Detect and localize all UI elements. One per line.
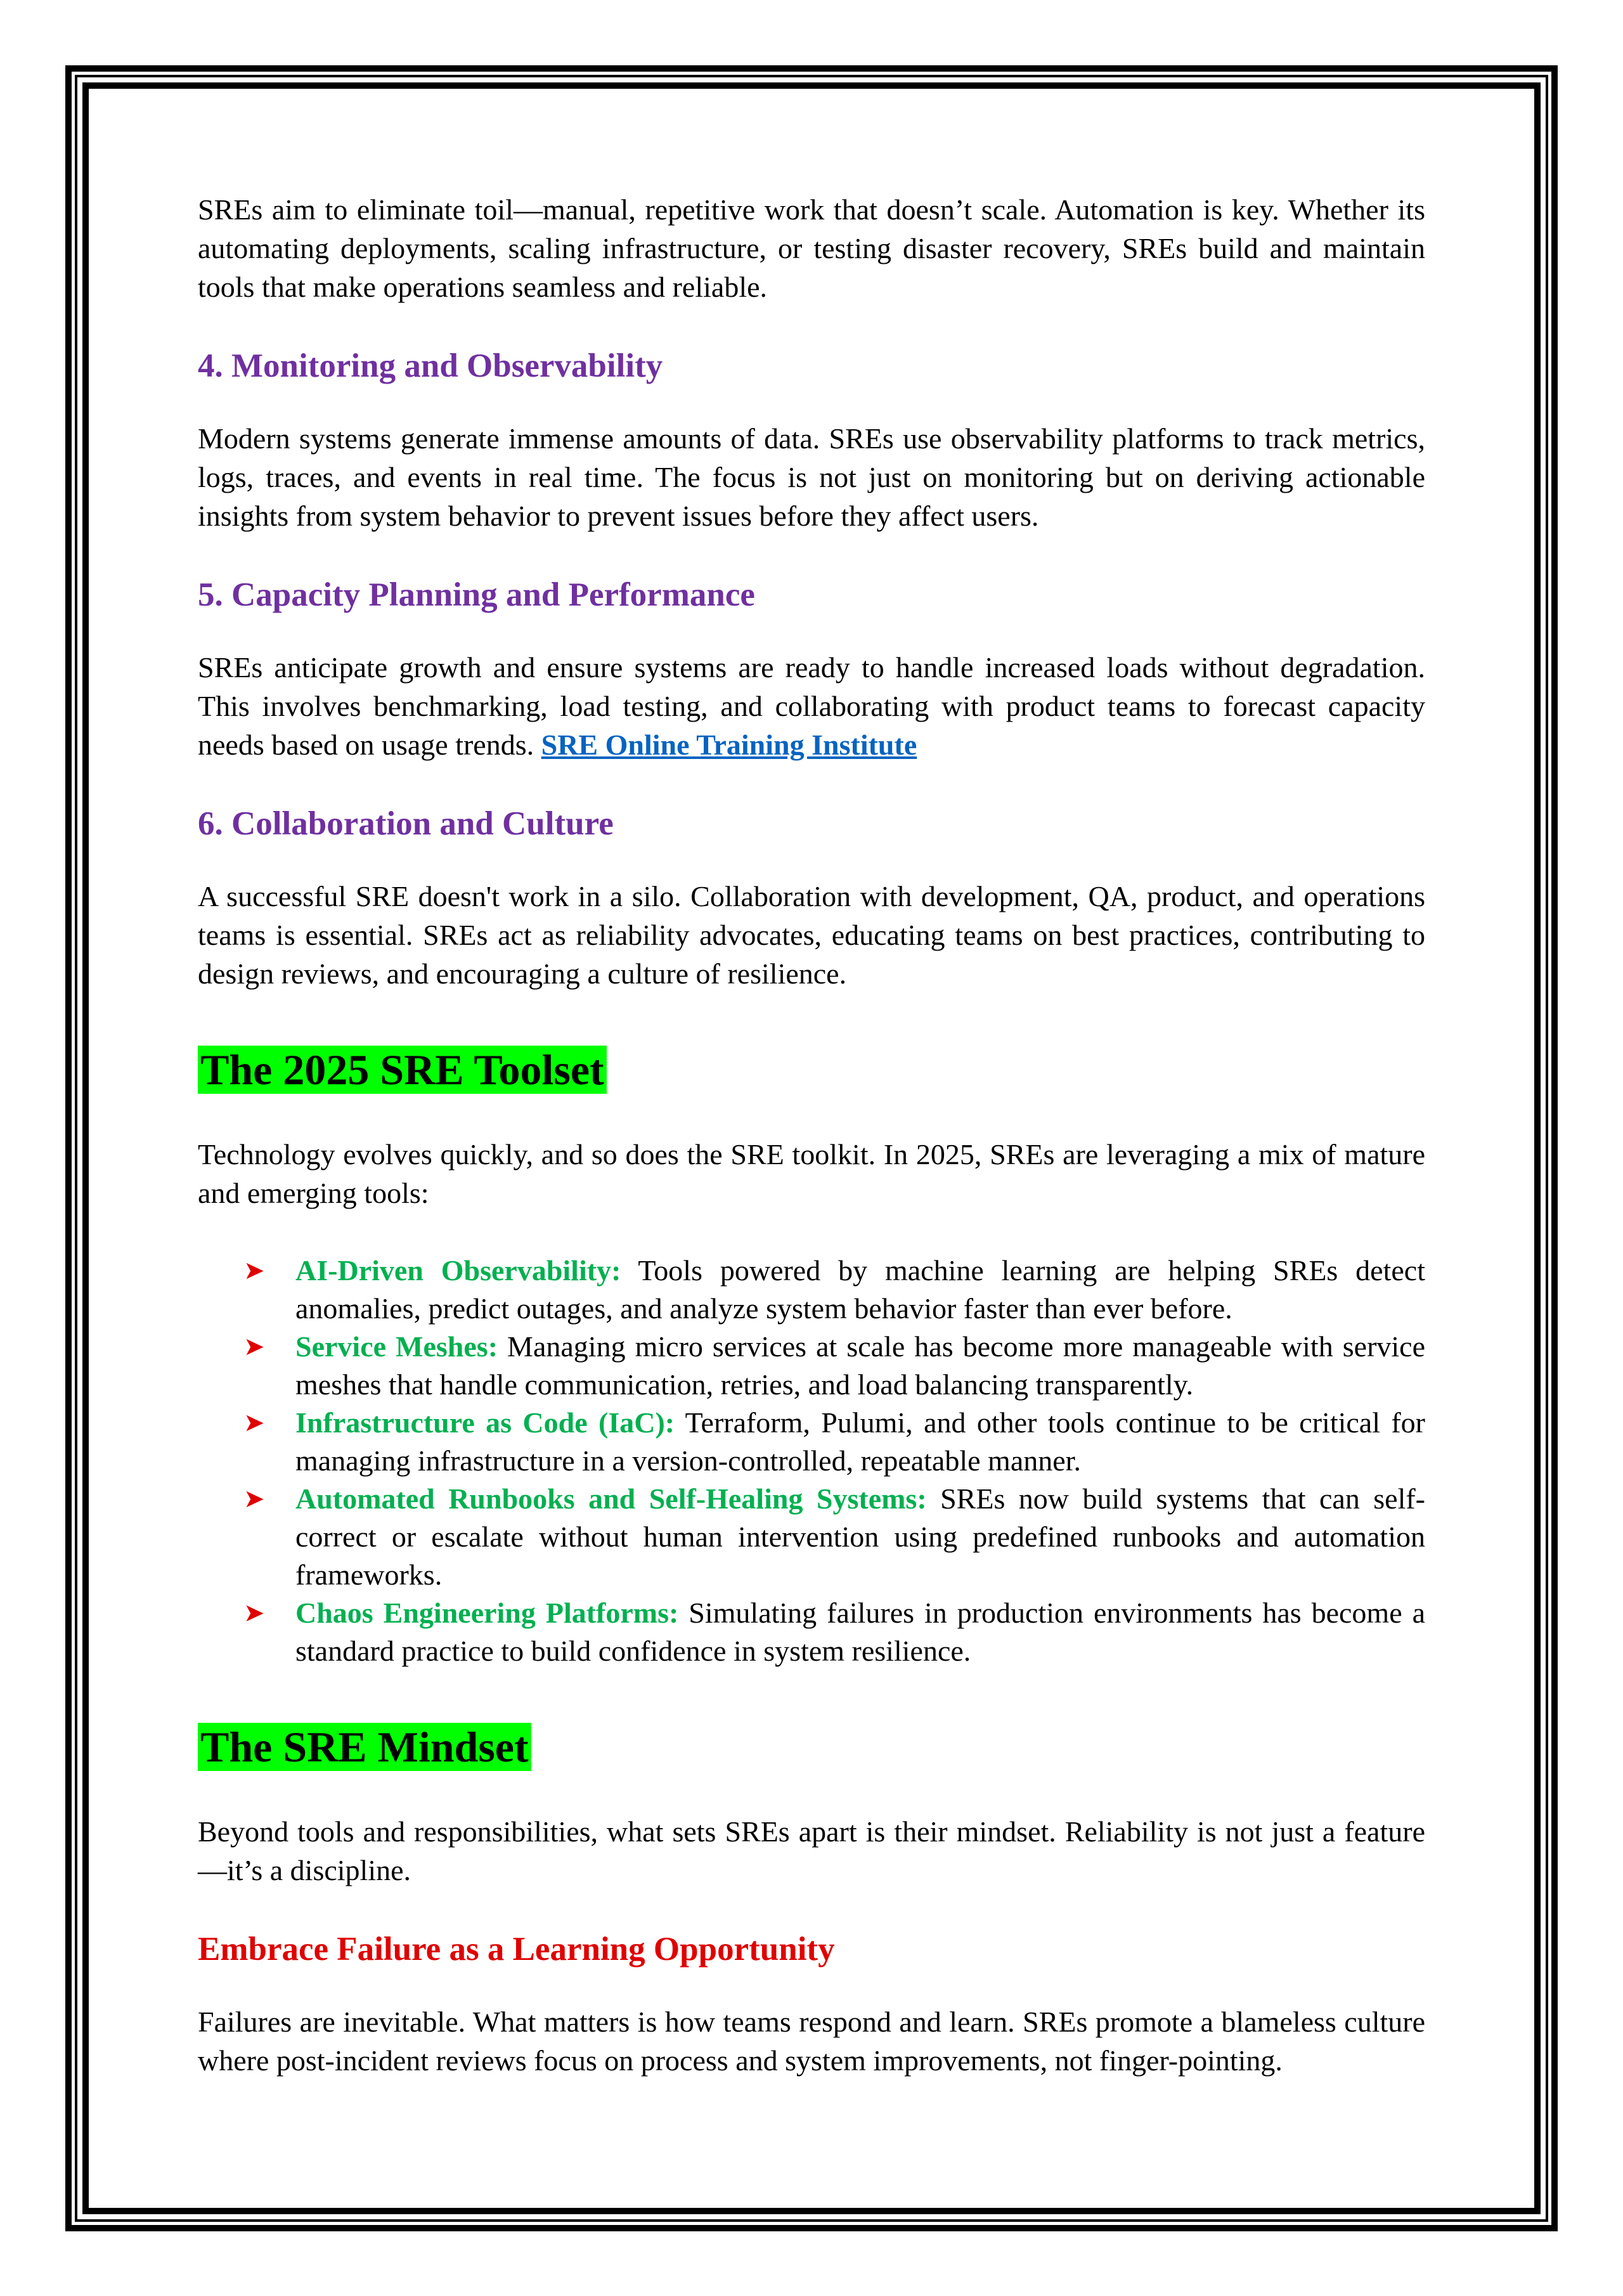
document-content: [198, 190, 1425, 2080]
list-item: [198, 1252, 1425, 1328]
heading-toolset: [198, 1044, 1425, 1096]
tool-description: Managing micro services at scale has become more manageable with service meshes that handle communication, retries, and load balancing transparently.: [295, 1330, 1425, 1401]
tool-name-separator: :: [664, 1406, 675, 1439]
heading-toolset-text: The 2025 SRE Toolset: [198, 1046, 607, 1094]
arrow-bullet-icon: ➤: [243, 1256, 265, 1285]
arrow-bullet-icon: ➤: [243, 1599, 265, 1628]
tool-name: AI-Driven Observability: [295, 1254, 612, 1287]
paragraph-mindset: Beyond tools and responsibilities, what sets SREs apart is their mindset. Reliability is not just a feature—it’s a discipline.: [198, 1815, 1425, 1886]
paragraph-capacity-text: SREs anticipate growth and ensure systems are ready to handle increased loads without degradation. This involves benchmarking, load testing, and collaborating with product teams to forecast capacity needs based on usage trends.: [198, 651, 1425, 761]
tool-name: Infrastructure as Code (IaC): [295, 1406, 665, 1439]
tool-description: Tools powered by machine learning are helping SREs detect anomalies, predict outages, and analyze system behavior faster than ever before.: [295, 1254, 1425, 1325]
heading-embrace-failure: Embrace Failure as a Learning Opportunity: [198, 1931, 835, 1968]
tool-name-separator: :: [488, 1330, 498, 1363]
tool-name-separator: :: [917, 1482, 927, 1515]
tool-name: Automated Runbooks and Self-Healing Systems: [295, 1482, 917, 1515]
paragraph-toolset-intro: Technology evolves quickly, and so does the SRE toolkit. In 2025, SREs are leveraging a mix of mature and emerging tools:: [198, 1138, 1425, 1209]
tool-description: Terraform, Pulumi, and other tools continue to be critical for managing infrastructure in a version-controlled, repeatable manner.: [295, 1406, 1426, 1477]
tool-name: Service Meshes: [295, 1330, 488, 1363]
arrow-bullet-icon: ➤: [243, 1408, 265, 1437]
paragraph-monitoring: Modern systems generate immense amounts of data. SREs use observability platforms to track metrics, logs, traces, and events in real time. The focus is not just on monitoring but on deriving actionable insights from system behavior to prevent issues before they affect users.: [198, 422, 1425, 532]
tool-name: Chaos Engineering Platforms: [295, 1597, 669, 1629]
tool-description: Simulating failures in production environments has become a standard practice to build confidence in system resilience.: [295, 1597, 1425, 1667]
paragraph-embrace-failure: Failures are inevitable. What matters is how teams respond and learn. SREs promote a blameless culture where post-incident reviews focus on process and system improvements, not finger-pointing.: [198, 2006, 1425, 2077]
tool-name-separator: :: [669, 1597, 679, 1629]
heading-mindset: [198, 1721, 1425, 1773]
tool-description: SREs now build systems that can self-correct or escalate without human intervention using predefined runbooks and automation frameworks.: [295, 1482, 1425, 1591]
heading-monitoring: 4. Monitoring and Observability: [198, 347, 663, 384]
list-item: [198, 1480, 1425, 1594]
paragraph-capacity: [198, 648, 1425, 764]
list-item: [198, 1404, 1425, 1480]
heading-capacity: 5. Capacity Planning and Performance: [198, 576, 755, 613]
heading-mindset-text: The SRE Mindset: [198, 1723, 531, 1771]
list-item: [198, 1594, 1425, 1670]
intro-paragraph: SREs aim to eliminate toil—manual, repetitive work that doesn’t scale. Automation is key. Whether its automating deployments, scaling infrastructure, or testing disaster recovery, SREs build and maintain tools that make operations seamless and reliable.: [198, 193, 1425, 303]
tool-name-separator: :: [611, 1254, 621, 1287]
training-institute-link[interactable]: SRE Online Training Institute: [541, 729, 917, 761]
toolset-list: [198, 1252, 1425, 1670]
heading-collaboration: 6. Collaboration and Culture: [198, 805, 614, 842]
arrow-bullet-icon: ➤: [243, 1484, 265, 1514]
arrow-bullet-icon: ➤: [243, 1332, 265, 1361]
paragraph-collaboration: A successful SRE doesn't work in a silo. Collaboration with development, QA, product, and operations teams is essential. SREs act as reliability advocates, educating teams on best practices, contributing to design reviews, and encouraging a culture of resilience.: [198, 880, 1425, 990]
list-item: [198, 1328, 1425, 1404]
